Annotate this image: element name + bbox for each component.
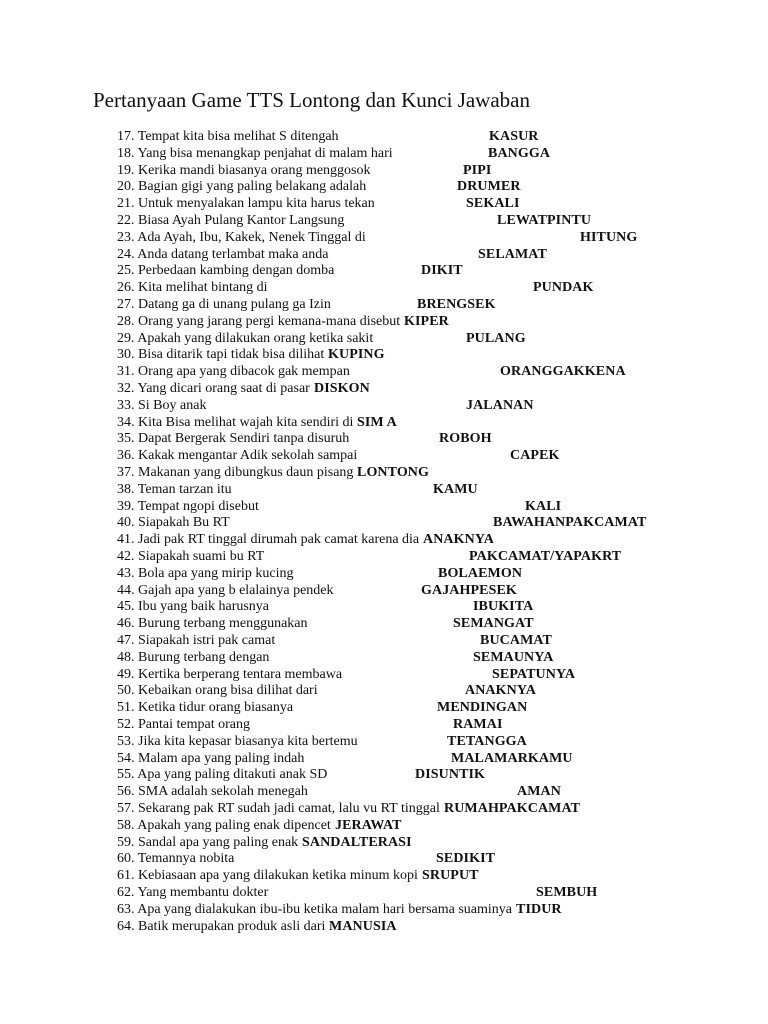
- answer-text: SEDIKIT: [436, 851, 496, 867]
- question-text: 46. Burung terbang menggunakan: [117, 616, 308, 632]
- answer-text: PUNDAK: [533, 280, 594, 296]
- answer-text: ORANGGAKKENA: [500, 364, 626, 380]
- answer-text: ANAKNYA: [465, 683, 536, 699]
- list-item: [0, 531, 768, 548]
- list-item: [0, 145, 768, 162]
- question-text: 35. Dapat Bergerak Sendiri tanpa disuruh: [117, 431, 350, 447]
- list-item: [0, 615, 768, 632]
- answer-text: BANGGA: [488, 145, 551, 161]
- question-text: 55. Apa yang paling ditakuti anak SD: [117, 767, 328, 783]
- list-item: [0, 229, 768, 246]
- list-item: [0, 246, 768, 263]
- question-text: 40. Siapakah Bu RT: [117, 515, 230, 531]
- answer-text: DIKIT: [421, 263, 463, 279]
- list-item: [0, 582, 768, 599]
- list-item: [0, 430, 768, 447]
- list-item: [0, 733, 768, 750]
- answer-text: KALI: [525, 498, 562, 514]
- question-text: 44. Gajah apa yang b elalainya pendek: [117, 582, 334, 598]
- list-item: [0, 649, 768, 666]
- list-item: [0, 397, 768, 414]
- answer-text: MENDINGAN: [437, 700, 528, 716]
- list-item: [0, 867, 768, 884]
- question-text: 20. Bagian gigi yang paling belakang adalah: [117, 179, 367, 195]
- answer-text: PULANG: [466, 330, 526, 346]
- question-text: 21. Untuk menyalakan lampu kita harus tekan: [117, 196, 375, 212]
- answer-text: SIM A: [357, 414, 397, 430]
- question-text: 19. Kerika mandi biasanya orang menggosok: [117, 162, 371, 178]
- question-text: 50. Kebaikan orang bisa dilihat dari: [117, 683, 318, 699]
- answer-text: SRUPUT: [422, 868, 479, 884]
- list-item: [0, 884, 768, 901]
- list-item: [0, 918, 768, 935]
- answer-text: CAPEK: [510, 448, 560, 464]
- list-item: [0, 850, 768, 867]
- answer-text: TIDUR: [516, 901, 562, 917]
- list-item: [0, 565, 768, 582]
- list-item: [0, 447, 768, 464]
- question-text: 57. Sekarang pak RT sudah jadi camat, lalu vu RT tinggal: [117, 801, 440, 816]
- list-item: [0, 330, 768, 347]
- question-text: 54. Malam apa yang paling indah: [117, 750, 305, 766]
- question-text: 38. Teman tarzan itu: [117, 481, 232, 497]
- question-text: 39. Tempat ngopi disebut: [117, 498, 259, 514]
- question-text: 28. Orang yang jarang pergi kemana-mana disebut: [117, 313, 401, 329]
- list-item: [0, 783, 768, 800]
- question-text: 27. Datang ga di unang pulang ga Izin: [117, 297, 331, 312]
- question-text: 33. Si Boy anak: [117, 397, 207, 413]
- answer-text: ROBOH: [439, 431, 492, 447]
- answer-text: BOLAEMON: [438, 565, 523, 581]
- question-text: 25. Perbedaan kambing dengan domba: [117, 263, 335, 279]
- answer-text: SANDALTERASI: [302, 834, 412, 850]
- list-item: [0, 766, 768, 783]
- question-text: 30. Bisa ditarik tapi tidak bisa dilihat: [117, 347, 325, 363]
- question-text: 17. Tempat kita bisa melihat S ditengah: [117, 129, 339, 144]
- question-text: 18. Yang bisa menangkap penjahat di malam hari: [117, 145, 393, 161]
- answer-text: DRUMER: [457, 179, 521, 195]
- answer-text: RUMAHPAKCAMAT: [444, 801, 581, 816]
- answer-text: BUCAMAT: [480, 633, 552, 648]
- answer-text: PAKCAMAT/YAPAKRT: [469, 549, 622, 564]
- question-text: 51. Ketika tidur orang biasanya: [117, 700, 294, 716]
- question-text: 49. Kertika berperang tentara membawa: [117, 666, 343, 682]
- list-item: [0, 212, 768, 229]
- list-item: [0, 750, 768, 767]
- list-item: [0, 901, 768, 918]
- question-text: 62. Yang membantu dokter: [117, 885, 269, 900]
- list-item: [0, 128, 768, 145]
- list-item: [0, 262, 768, 279]
- question-text: 58. Apakah yang paling enak dipencet: [117, 817, 331, 833]
- question-text: 31. Orang apa yang dibacok gak mempan: [117, 364, 350, 380]
- question-text: 23. Ada Ayah, Ibu, Kakek, Nenek Tinggal di: [117, 229, 366, 245]
- answer-text: ANAKNYA: [423, 532, 494, 548]
- answer-text: RAMAI: [453, 717, 503, 732]
- list-item: [0, 682, 768, 699]
- answer-text: PIPI: [463, 162, 492, 178]
- list-item: [0, 716, 768, 733]
- answer-text: MANUSIA: [329, 918, 397, 934]
- answer-text: SELAMAT: [478, 246, 547, 262]
- question-text: 32. Yang dicari orang saat di pasar: [117, 381, 310, 396]
- page-title: Pertanyaan Game TTS Lontong dan Kunci Jawaban: [93, 88, 530, 112]
- answer-text: IBUKITA: [473, 599, 534, 615]
- question-text: 52. Pantai tempat orang: [117, 717, 250, 732]
- answer-text: BRENGSEK: [417, 297, 496, 312]
- list-item: [0, 313, 768, 330]
- question-text: 59. Sandal apa yang paling enak: [117, 834, 299, 850]
- answer-text: SEMANGAT: [453, 616, 534, 632]
- question-text: 22. Biasa Ayah Pulang Kantor Langsung: [117, 213, 345, 228]
- list-item: [0, 162, 768, 179]
- question-text: 64. Batik merupakan produk asli dari: [117, 918, 326, 934]
- answer-text: TETANGGA: [447, 733, 527, 749]
- question-text: 29. Apakah yang dilakukan orang ketika sakit: [117, 330, 374, 346]
- question-text: 43. Bola apa yang mirip kucing: [117, 565, 294, 581]
- question-text: 48. Burung terbang dengan: [117, 649, 270, 665]
- answer-text: DISUNTIK: [415, 767, 486, 783]
- list-item: [0, 464, 768, 481]
- question-text: 61. Kebiasaan apa yang dilakukan ketika minum kopi: [117, 868, 418, 884]
- list-item: [0, 817, 768, 834]
- list-item: [0, 834, 768, 851]
- answer-text: BAWAHANPAKCAMAT: [493, 515, 647, 531]
- answer-text: SEKALI: [466, 196, 520, 212]
- question-text: 56. SMA adalah sekolah menegah: [117, 784, 308, 800]
- question-text: 41. Jadi pak RT tinggal dirumah pak camat karena dia: [117, 532, 420, 548]
- list-item: [0, 178, 768, 195]
- list-item: [0, 195, 768, 212]
- list-item: [0, 363, 768, 380]
- answer-text: MALAMARKAMU: [451, 750, 573, 766]
- question-text: 47. Siapakah istri pak camat: [117, 633, 276, 648]
- list-item: [0, 514, 768, 531]
- list-item: [0, 279, 768, 296]
- answer-text: KAMU: [433, 481, 478, 497]
- question-text: 45. Ibu yang baik harusnya: [117, 599, 270, 615]
- list-item: [0, 481, 768, 498]
- answer-text: SEPATUNYA: [492, 666, 576, 682]
- answer-text: KASUR: [489, 129, 539, 144]
- answer-text: AMAN: [517, 784, 561, 800]
- list-item: [0, 632, 768, 649]
- question-text: 34. Kita Bisa melihat wajah kita sendiri di: [117, 414, 354, 430]
- question-text: 24. Anda datang terlambat maka anda: [117, 246, 329, 262]
- answer-text: KIPER: [404, 313, 449, 329]
- question-text: 53. Jika kita kepasar biasanya kita bertemu: [117, 733, 358, 749]
- list-item: [0, 666, 768, 683]
- list-item: [0, 699, 768, 716]
- answer-text: JERAWAT: [335, 817, 402, 833]
- question-text: 26. Kita melihat bintang di: [117, 280, 268, 296]
- answer-text: LONTONG: [357, 465, 430, 480]
- list-item: [0, 296, 768, 313]
- list-item: [0, 346, 768, 363]
- question-text: 60. Temannya nobita: [117, 851, 235, 867]
- question-text: 63. Apa yang dialakukan ibu-ibu ketika malam hari bersama suaminya: [117, 901, 512, 917]
- question-text: 36. Kakak mengantar Adik sekolah sampai: [117, 448, 358, 464]
- answer-text: KUPING: [328, 347, 385, 363]
- answer-text: JALANAN: [466, 397, 534, 413]
- answer-text: SEMAUNYA: [473, 649, 554, 665]
- list-item: [0, 598, 768, 615]
- list-item: [0, 498, 768, 515]
- list-item: [0, 800, 768, 817]
- answer-text: GAJAHPESEK: [421, 582, 517, 598]
- question-text: 37. Makanan yang dibungkus daun pisang: [117, 465, 354, 480]
- list-item: [0, 548, 768, 565]
- answer-text: DISKON: [314, 381, 370, 396]
- answer-text: HITUNG: [580, 229, 638, 245]
- list-item: [0, 414, 768, 431]
- list-item: [0, 380, 768, 397]
- question-text: 42. Siapakah suami bu RT: [117, 549, 265, 564]
- answer-text: LEWATPINTU: [497, 213, 592, 228]
- answer-text: SEMBUH: [536, 885, 598, 900]
